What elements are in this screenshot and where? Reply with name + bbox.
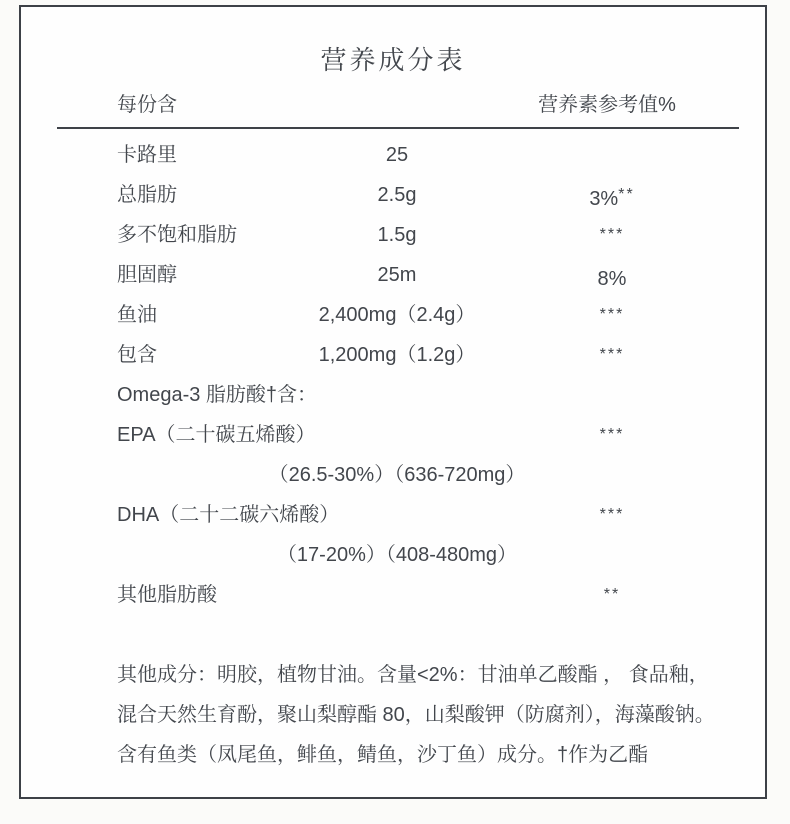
footnote-line: 混合天然生育酚，聚山梨醇酯 80，山梨酸钾（防腐剂），海藻酸钠。 [117, 704, 715, 726]
table-row [57, 255, 739, 295]
row-nrv: 3%** [589, 186, 635, 210]
footnote-line: 含有鱼类（凤尾鱼，鲱鱼，鲭鱼，沙丁鱼）成分。†作为乙酯 [117, 744, 649, 766]
row-label: 胆固醇 [117, 264, 177, 286]
nutrition-table [57, 135, 739, 615]
nutrition-panel [19, 5, 767, 799]
row-label: 卡路里 [117, 144, 177, 166]
row-nrv-asterisks: *** [599, 506, 625, 523]
row-amount: 2.5g [377, 184, 417, 206]
row-label: 其他脂肪酸 [117, 584, 217, 606]
table-row-section [57, 375, 739, 415]
row-nrv [532, 335, 692, 379]
row-nrv [532, 215, 692, 259]
table-subrow [57, 455, 739, 495]
row-label: EPA（二十碳五烯酸） [117, 424, 316, 446]
header-nrv-percent: 营养素参考值% [538, 94, 676, 116]
footnote-line: 其他成分：明胶，植物甘油。含量<2%：甘油单乙酸酯 ， 食品釉， [117, 664, 709, 686]
row-amount: 1.5g [377, 224, 417, 246]
row-label: 多不饱和脂肪 [117, 224, 237, 246]
row-nrv-asterisks: *** [599, 306, 625, 323]
row-label: DHA（二十二碳六烯酸） [117, 504, 340, 526]
table-row [57, 215, 739, 255]
row-nrv-asterisks: ** [603, 586, 621, 603]
row-amount: 25m [377, 264, 417, 286]
header-per-serving: 每份含 [117, 94, 177, 116]
other-ingredients-note [117, 655, 732, 775]
table-header [57, 90, 739, 120]
row-label: 包含 [117, 344, 157, 366]
row-nrv-asterisks: *** [599, 226, 625, 243]
row-amount: 1,200mg（1.2g） [318, 344, 476, 366]
table-row [57, 175, 739, 215]
row-nrv-asterisks: ** [618, 186, 635, 203]
row-nrv: 8% [597, 268, 627, 290]
table-row [57, 335, 739, 375]
table-subrow [57, 535, 739, 575]
row-label: 鱼油 [117, 304, 157, 326]
page-title: 营养成分表 [320, 45, 466, 75]
table-row [57, 575, 739, 615]
row-nrv-asterisks: *** [599, 426, 625, 443]
table-row [57, 415, 739, 455]
row-amount: （17-20%）（408-480mg） [276, 544, 518, 566]
row-amount: 2,400mg（2.4g） [318, 304, 476, 326]
table-row [57, 135, 739, 175]
row-label: 总脂肪 [117, 184, 177, 206]
row-label: Omega-3 脂肪酸†含： [117, 384, 318, 406]
table-row [57, 495, 739, 535]
row-nrv-asterisks: *** [599, 346, 625, 363]
header-divider [57, 127, 739, 129]
row-amount: 25 [385, 144, 409, 166]
table-row [57, 295, 739, 335]
row-nrv [532, 575, 692, 619]
row-nrv [532, 415, 692, 459]
row-amount: （26.5-30%）（636-720mg） [268, 464, 526, 486]
row-nrv [532, 295, 692, 339]
row-nrv [532, 495, 692, 539]
